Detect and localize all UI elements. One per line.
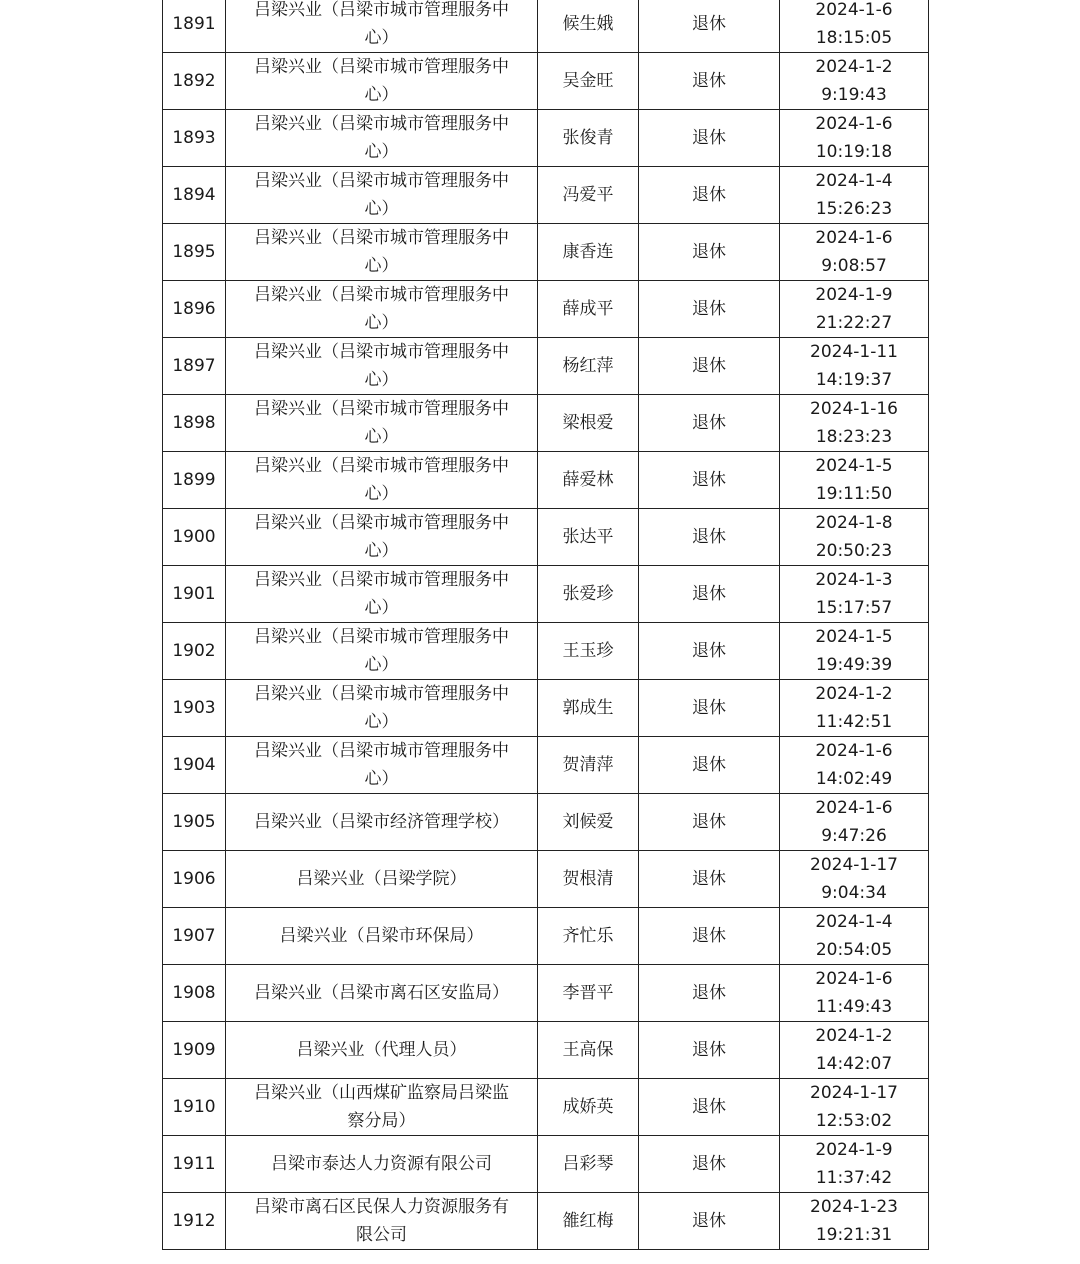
person-name: 吴金旺 (538, 53, 639, 110)
timestamp-date: 2024-1-9 (815, 285, 893, 305)
status-cell: 退休 (639, 1136, 780, 1193)
timestamp-date: 2024-1-17 (810, 1083, 898, 1103)
unit-name-line: 心） (364, 142, 399, 162)
timestamp-cell (780, 281, 929, 338)
table-row (163, 1136, 929, 1193)
table-body (163, 0, 929, 1250)
row-number: 1902 (163, 623, 226, 680)
timestamp-date: 2024-1-11 (810, 342, 898, 362)
timestamp-date: 2024-1-9 (815, 1140, 893, 1160)
timestamp-time: 20:50:23 (815, 541, 893, 561)
timestamp-date: 2024-1-16 (810, 399, 898, 419)
status-cell: 退休 (639, 1193, 780, 1250)
timestamp-time: 9:04:34 (821, 883, 887, 903)
unit-name-cell (226, 566, 538, 623)
timestamp-time: 9:19:43 (821, 85, 887, 105)
timestamp-cell (780, 566, 929, 623)
unit-name-line: 吕梁兴业（吕梁市城市管理服务中 (254, 456, 509, 476)
unit-name-line: 心） (364, 28, 399, 48)
table-row (163, 509, 929, 566)
unit-name-cell (226, 680, 538, 737)
row-number: 1896 (163, 281, 226, 338)
unit-name-line: 吕梁兴业（吕梁市城市管理服务中 (254, 171, 509, 191)
timestamp-cell (780, 965, 929, 1022)
timestamp-date: 2024-1-8 (815, 513, 893, 533)
table-row (163, 53, 929, 110)
timestamp-time: 21:22:27 (815, 313, 893, 333)
row-number: 1908 (163, 965, 226, 1022)
unit-name-cell (226, 794, 538, 851)
status-cell: 退休 (639, 623, 780, 680)
timestamp-cell (780, 452, 929, 509)
timestamp-date: 2024-1-6 (815, 969, 893, 989)
timestamp-date: 2024-1-5 (815, 627, 893, 647)
timestamp-date: 2024-1-6 (815, 798, 893, 818)
unit-name-cell (226, 395, 538, 452)
row-number: 1911 (163, 1136, 226, 1193)
person-name: 康香连 (538, 224, 639, 281)
person-name: 王高保 (538, 1022, 639, 1079)
timestamp-time: 14:42:07 (815, 1054, 893, 1074)
unit-name-line: 心） (364, 769, 399, 789)
unit-name-line: 心） (364, 256, 399, 276)
row-number: 1906 (163, 851, 226, 908)
status-cell: 退休 (639, 452, 780, 509)
unit-name-cell (226, 1079, 538, 1136)
unit-name-line: 察分局） (347, 1111, 416, 1131)
timestamp-cell (780, 509, 929, 566)
status-cell: 退休 (639, 1022, 780, 1079)
row-number: 1910 (163, 1079, 226, 1136)
timestamp-date: 2024-1-6 (815, 114, 893, 134)
row-number: 1891 (163, 0, 226, 53)
table-row (163, 0, 929, 53)
status-cell: 退休 (639, 566, 780, 623)
unit-name-line: 吕梁兴业（吕梁市城市管理服务中 (254, 570, 509, 590)
timestamp-cell (780, 110, 929, 167)
status-cell: 退休 (639, 281, 780, 338)
table-row (163, 395, 929, 452)
unit-name-line: 限公司 (356, 1225, 407, 1245)
timestamp-time: 11:42:51 (815, 712, 893, 732)
unit-name-line: 吕梁兴业（吕梁市经济管理学校） (254, 812, 509, 832)
unit-name-line: 吕梁兴业（吕梁市城市管理服务中 (254, 741, 509, 761)
timestamp-date: 2024-1-6 (815, 228, 893, 248)
timestamp-time: 19:49:39 (815, 655, 893, 675)
timestamp-date: 2024-1-3 (815, 570, 893, 590)
table-row (163, 167, 929, 224)
timestamp-time: 14:02:49 (815, 769, 893, 789)
timestamp-date: 2024-1-2 (815, 57, 893, 77)
timestamp-date: 2024-1-17 (810, 855, 898, 875)
person-name: 杨红萍 (538, 338, 639, 395)
row-number: 1894 (163, 167, 226, 224)
table-row (163, 965, 929, 1022)
row-number: 1892 (163, 53, 226, 110)
timestamp-cell (780, 338, 929, 395)
table-row (163, 224, 929, 281)
timestamp-time: 19:21:31 (815, 1225, 893, 1245)
table-row (163, 281, 929, 338)
status-cell: 退休 (639, 509, 780, 566)
retiree-table-page (162, 0, 928, 1250)
timestamp-cell (780, 167, 929, 224)
unit-name-cell (226, 281, 538, 338)
status-cell: 退休 (639, 338, 780, 395)
status-cell: 退休 (639, 737, 780, 794)
unit-name-line: 吕梁兴业（吕梁市城市管理服务中 (254, 513, 509, 533)
timestamp-time: 9:47:26 (821, 826, 887, 846)
unit-name-line: 吕梁兴业（吕梁市城市管理服务中 (254, 399, 509, 419)
unit-name-line: 心） (364, 313, 399, 333)
timestamp-time: 20:54:05 (815, 940, 893, 960)
unit-name-cell (226, 509, 538, 566)
timestamp-cell (780, 794, 929, 851)
timestamp-date: 2024-1-6 (815, 741, 893, 761)
table-row (163, 1022, 929, 1079)
timestamp-cell (780, 0, 929, 53)
unit-name-cell (226, 167, 538, 224)
timestamp-cell (780, 1022, 929, 1079)
person-name: 张爱珍 (538, 566, 639, 623)
person-name: 候生娥 (538, 0, 639, 53)
timestamp-cell (780, 737, 929, 794)
status-cell: 退休 (639, 851, 780, 908)
unit-name-line: 吕梁兴业（吕梁学院） (296, 869, 467, 889)
status-cell: 退休 (639, 0, 780, 53)
table-row (163, 680, 929, 737)
person-name: 吕彩琴 (538, 1136, 639, 1193)
unit-name-cell (226, 737, 538, 794)
status-cell: 退休 (639, 395, 780, 452)
timestamp-time: 15:26:23 (815, 199, 893, 219)
row-number: 1899 (163, 452, 226, 509)
table-row (163, 794, 929, 851)
table-row (163, 908, 929, 965)
unit-name-line: 心） (364, 85, 399, 105)
timestamp-date: 2024-1-2 (815, 684, 893, 704)
person-name: 成娇英 (538, 1079, 639, 1136)
timestamp-time: 15:17:57 (815, 598, 893, 618)
table-row (163, 1079, 929, 1136)
status-cell: 退休 (639, 167, 780, 224)
person-name: 齐忙乐 (538, 908, 639, 965)
table-row (163, 566, 929, 623)
person-name: 张俊青 (538, 110, 639, 167)
row-number: 1901 (163, 566, 226, 623)
person-name: 薛成平 (538, 281, 639, 338)
person-name: 贺根清 (538, 851, 639, 908)
timestamp-cell (780, 1193, 929, 1250)
table-row (163, 623, 929, 680)
person-name: 冯爱平 (538, 167, 639, 224)
row-number: 1909 (163, 1022, 226, 1079)
unit-name-line: 吕梁兴业（吕梁市城市管理服务中 (254, 285, 509, 305)
timestamp-date: 2024-1-4 (815, 912, 893, 932)
unit-name-line: 吕梁兴业（吕梁市城市管理服务中 (254, 627, 509, 647)
status-cell: 退休 (639, 965, 780, 1022)
status-cell: 退休 (639, 680, 780, 737)
timestamp-date: 2024-1-6 (815, 0, 893, 20)
unit-name-line: 心） (364, 427, 399, 447)
unit-name-cell (226, 53, 538, 110)
unit-name-line: 吕梁市离石区民保人力资源服务有 (254, 1197, 509, 1217)
row-number: 1903 (163, 680, 226, 737)
person-name: 刘候爱 (538, 794, 639, 851)
table-row (163, 1193, 929, 1250)
table-row (163, 851, 929, 908)
timestamp-cell (780, 851, 929, 908)
timestamp-time: 11:37:42 (815, 1168, 893, 1188)
unit-name-line: 心） (364, 712, 399, 732)
row-number: 1900 (163, 509, 226, 566)
person-name: 雒红梅 (538, 1193, 639, 1250)
unit-name-line: 心） (364, 484, 399, 504)
person-name: 郭成生 (538, 680, 639, 737)
unit-name-cell (226, 224, 538, 281)
row-number: 1895 (163, 224, 226, 281)
person-name: 张达平 (538, 509, 639, 566)
unit-name-line: 吕梁兴业（代理人员） (296, 1040, 467, 1060)
table-row (163, 338, 929, 395)
timestamp-time: 11:49:43 (815, 997, 893, 1017)
person-name: 梁根爱 (538, 395, 639, 452)
unit-name-cell (226, 110, 538, 167)
unit-name-line: 心） (364, 370, 399, 390)
person-name: 薛爱林 (538, 452, 639, 509)
timestamp-time: 18:15:05 (815, 28, 893, 48)
timestamp-time: 19:11:50 (815, 484, 893, 504)
status-cell: 退休 (639, 908, 780, 965)
timestamp-time: 18:23:23 (815, 427, 893, 447)
unit-name-line: 心） (364, 655, 399, 675)
row-number: 1907 (163, 908, 226, 965)
status-cell: 退休 (639, 110, 780, 167)
row-number: 1905 (163, 794, 226, 851)
row-number: 1904 (163, 737, 226, 794)
row-number: 1912 (163, 1193, 226, 1250)
timestamp-date: 2024-1-4 (815, 171, 893, 191)
timestamp-cell (780, 395, 929, 452)
unit-name-cell (226, 1193, 538, 1250)
unit-name-line: 吕梁兴业（山西煤矿监察局吕梁监 (254, 1083, 509, 1103)
table-row (163, 452, 929, 509)
unit-name-line: 吕梁兴业（吕梁市离石区安监局） (254, 983, 509, 1003)
status-cell: 退休 (639, 53, 780, 110)
unit-name-line: 心） (364, 199, 399, 219)
person-name: 王玉珍 (538, 623, 639, 680)
unit-name-line: 心） (364, 598, 399, 618)
retiree-table (162, 0, 929, 1250)
timestamp-cell (780, 224, 929, 281)
unit-name-line: 吕梁兴业（吕梁市环保局） (279, 926, 484, 946)
unit-name-line: 吕梁市泰达人力资源有限公司 (271, 1154, 492, 1174)
unit-name-line: 吕梁兴业（吕梁市城市管理服务中 (254, 684, 509, 704)
timestamp-cell (780, 623, 929, 680)
timestamp-date: 2024-1-2 (815, 1026, 893, 1046)
unit-name-cell (226, 1136, 538, 1193)
row-number: 1898 (163, 395, 226, 452)
timestamp-date: 2024-1-5 (815, 456, 893, 476)
person-name: 李晋平 (538, 965, 639, 1022)
unit-name-cell (226, 908, 538, 965)
status-cell: 退休 (639, 224, 780, 281)
timestamp-cell (780, 1136, 929, 1193)
unit-name-cell (226, 1022, 538, 1079)
status-cell: 退休 (639, 794, 780, 851)
unit-name-cell (226, 623, 538, 680)
unit-name-cell (226, 452, 538, 509)
table-row (163, 737, 929, 794)
person-name: 贺清萍 (538, 737, 639, 794)
unit-name-line: 心） (364, 541, 399, 561)
unit-name-cell (226, 0, 538, 53)
timestamp-cell (780, 908, 929, 965)
row-number: 1897 (163, 338, 226, 395)
timestamp-cell (780, 680, 929, 737)
unit-name-line: 吕梁兴业（吕梁市城市管理服务中 (254, 0, 509, 20)
timestamp-time: 9:08:57 (821, 256, 887, 276)
unit-name-line: 吕梁兴业（吕梁市城市管理服务中 (254, 114, 509, 134)
unit-name-cell (226, 338, 538, 395)
status-cell: 退休 (639, 1079, 780, 1136)
unit-name-line: 吕梁兴业（吕梁市城市管理服务中 (254, 228, 509, 248)
timestamp-time: 10:19:18 (815, 142, 893, 162)
timestamp-date: 2024-1-23 (810, 1197, 898, 1217)
timestamp-cell (780, 1079, 929, 1136)
unit-name-cell (226, 965, 538, 1022)
row-number: 1893 (163, 110, 226, 167)
unit-name-line: 吕梁兴业（吕梁市城市管理服务中 (254, 57, 509, 77)
timestamp-time: 14:19:37 (815, 370, 893, 390)
unit-name-line: 吕梁兴业（吕梁市城市管理服务中 (254, 342, 509, 362)
timestamp-time: 12:53:02 (815, 1111, 893, 1131)
table-row (163, 110, 929, 167)
timestamp-cell (780, 53, 929, 110)
unit-name-cell (226, 851, 538, 908)
